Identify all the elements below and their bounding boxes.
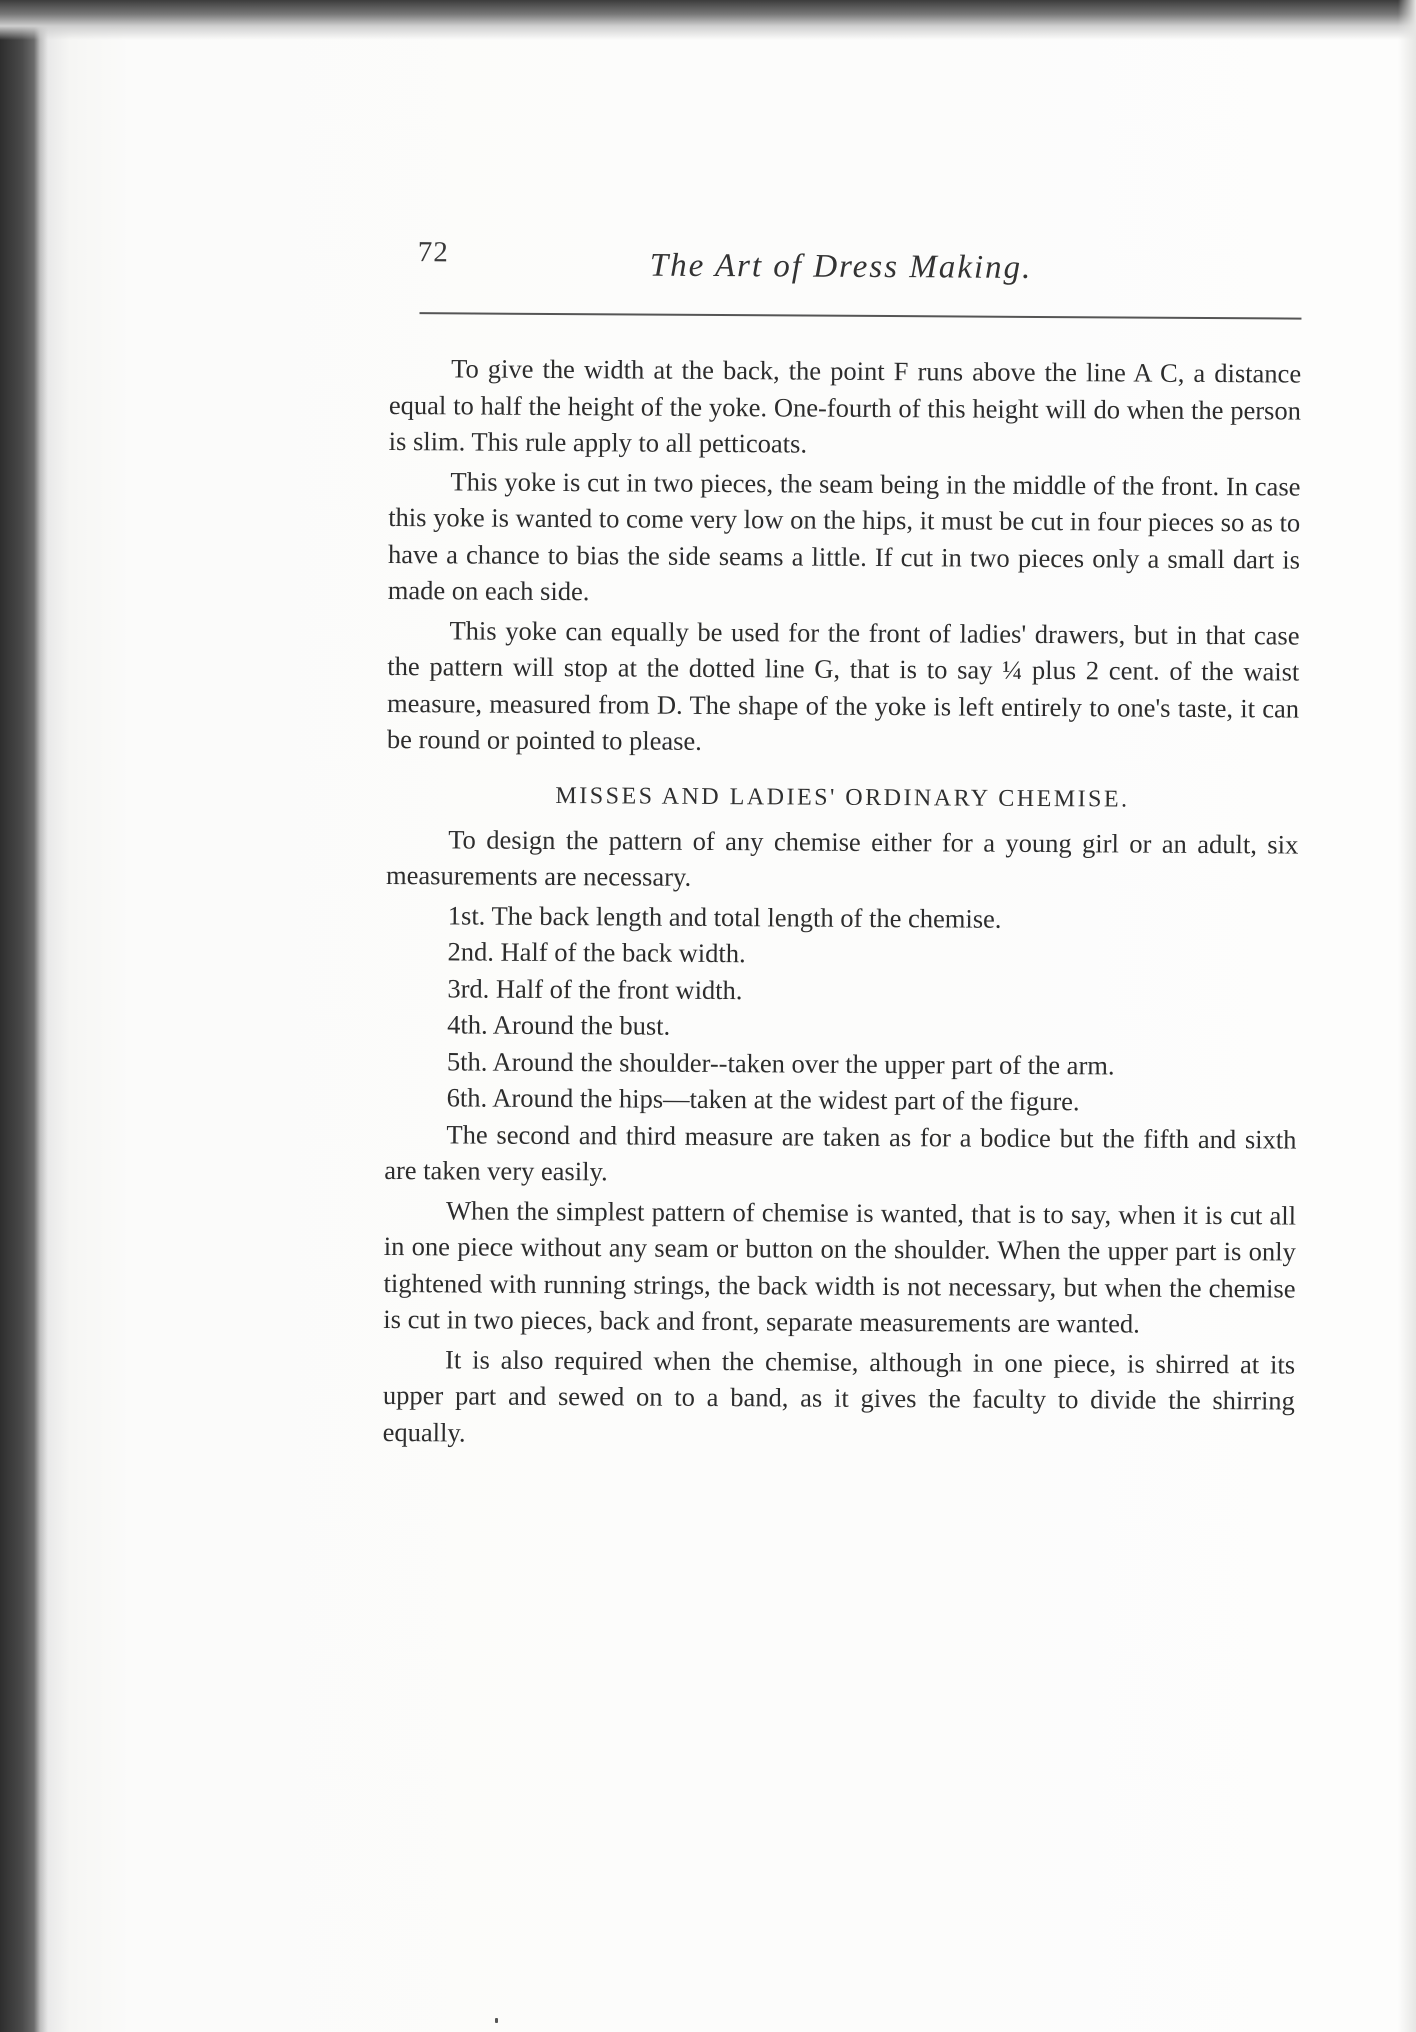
paragraph-width-at-back: To give the width at the back, the point F runs above the line A C, a distance equal to half the height of the yoke. One-fourth of this height will do when the person is slim. This rule apply to all petticoats. <box>388 353 1302 459</box>
running-title: The Art of Dress Making. <box>649 247 1033 286</box>
scan-top-shadow <box>0 0 1416 40</box>
paragraph-shirred-band: It is also required when the chemise, although in one piece, is shirred at its upper part and sewed on to a band, as it gives the faculty to divide the shirring equally. <box>382 1343 1296 1447</box>
measurement-item: 4th. Around the bust. <box>447 1009 671 1041</box>
section-heading: MISSES AND LADIES' ORDINARY CHEMISE. <box>555 782 1130 813</box>
scan-speck <box>495 2018 498 2023</box>
measurement-item: 5th. Around the shoulder--taken over the upper part of the arm. <box>446 1045 1115 1080</box>
paragraph-second-third-measure: The second and third measure are taken as for a bodice but the fifth and sixth are taken very easily. <box>384 1118 1297 1187</box>
paragraph-yoke-drawers: This yoke can equally be used for the front of ladies' drawers, but in that case the pattern will stop at the dotted line G, that is to say ¼ plus 2 cent. of the waist measure, measured from D. The shape of the yoke is left entirely to one's taste, it can be round or pointed to please. <box>386 614 1300 756</box>
paragraph-yoke-cut: This yoke is cut in two pieces, the seam being in the middle of the front. In case this yoke is wanted to come very low on the hips, it must be cut in four pieces so as to have a chance to bias the side seams a little. If cut in two pieces only a small dart is made on each side. <box>387 465 1301 607</box>
header-rule <box>419 312 1301 319</box>
paragraph-chemise-intro: To design the pattern of any chemise either for a young girl or an adult, six measurements are necessary. <box>385 823 1299 892</box>
measurement-list <box>385 896 1298 1121</box>
page-header <box>390 230 1302 296</box>
measurement-item: 6th. Around the hips—taken at the widest part of the figure. <box>446 1082 1080 1117</box>
book-page <box>382 230 1302 1447</box>
measurement-item: 2nd. Half of the back width. <box>447 936 746 969</box>
scan-right-edge <box>1398 0 1416 2032</box>
paragraph-simplest-pattern: When the simplest pattern of chemise is wanted, that is to say, when it is cut all in one piece without any seam or button on the shoulder. When the upper part is only tightened with running strings, the back width is not necessary, but when the chemise is cut in two pieces, back and front, separate measurements are wanted. <box>383 1194 1297 1339</box>
page-number: 72 <box>417 236 449 269</box>
measurement-item: 1st. The back length and total length of the chemise. <box>447 899 1002 934</box>
measurement-item: 3rd. Half of the front width. <box>447 972 743 1005</box>
body-text <box>383 350 1302 1459</box>
